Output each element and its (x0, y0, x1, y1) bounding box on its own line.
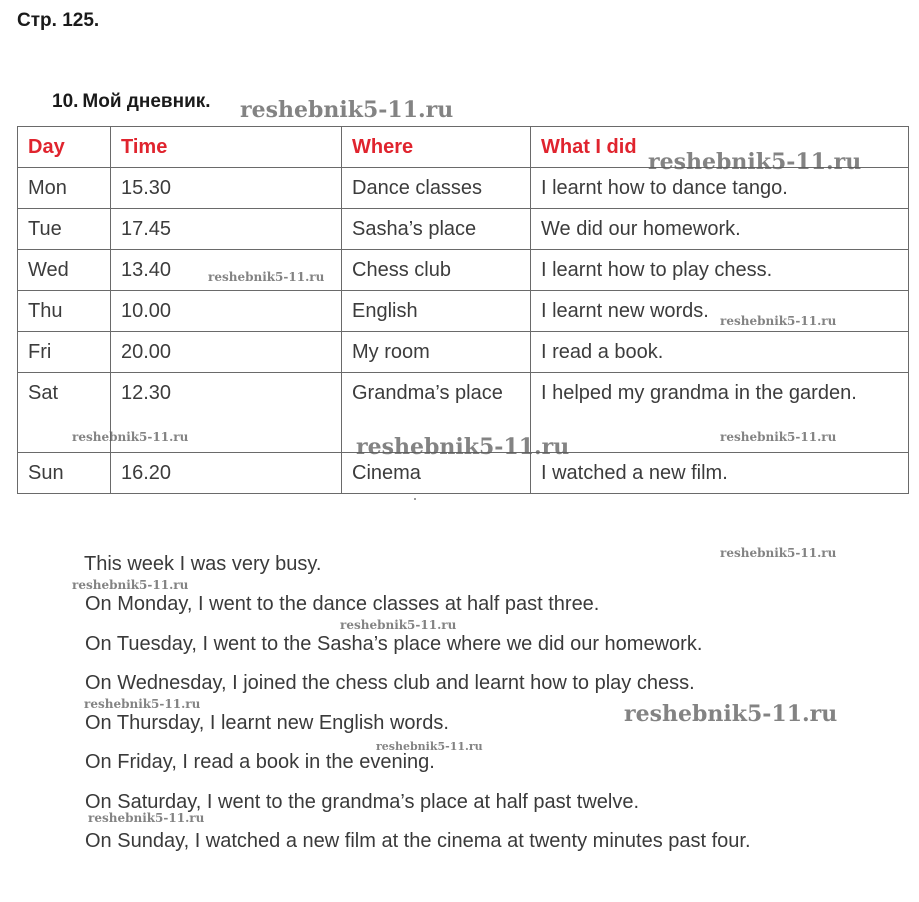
header-what-i-did: What I did (531, 127, 909, 168)
cell-day: Thu (18, 291, 111, 332)
watermark: reshebnik5-11.ru (376, 740, 483, 753)
cell-day: Sun (18, 453, 111, 494)
cell-what: I helped my grandma in the garden. (531, 373, 909, 453)
table-row (18, 209, 909, 250)
cell-where: Chess club (342, 250, 531, 291)
cell-what: We did our homework. (531, 209, 909, 250)
watermark: reshebnik5-11.ru (720, 314, 837, 328)
stray-dot (414, 498, 416, 500)
story-line: This week I was very busy. (84, 553, 322, 575)
story-line: On Wednesday, I joined the chess club and learnt how to play chess. (85, 672, 695, 694)
cell-time: 17.45 (111, 209, 342, 250)
cell-time: 16.20 (111, 453, 342, 494)
cell-where: Dance classes (342, 168, 531, 209)
cell-what: I watched a new film. (531, 453, 909, 494)
header-time: Time (111, 127, 342, 168)
cell-time: 15.30 (111, 168, 342, 209)
cell-what: I learnt how to play chess. (531, 250, 909, 291)
cell-day: Tue (18, 209, 111, 250)
cell-time: 10.00 (111, 291, 342, 332)
watermark: reshebnik5-11.ru (208, 270, 325, 284)
watermark: reshebnik5-11.ru (340, 618, 457, 632)
cell-day: Sat (18, 373, 111, 453)
watermark: reshebnik5-11.ru (84, 697, 201, 711)
story-line: On Monday, I went to the dance classes at half past three. (85, 593, 600, 615)
story-line: On Friday, I read a book in the evening. (85, 751, 435, 773)
table-row (18, 332, 909, 373)
cell-day: Mon (18, 168, 111, 209)
cell-where: Cinema (342, 453, 531, 494)
page-reference: Стр. 125. (17, 10, 100, 31)
cell-time: 20.00 (111, 332, 342, 373)
cell-day: Fri (18, 332, 111, 373)
cell-time: 13.40 (111, 250, 342, 291)
watermark: reshebnik5-11.ru (720, 546, 837, 560)
cell-where: Grandma’s place (342, 373, 531, 453)
cell-where: My room (342, 332, 531, 373)
cell-what: I learnt new words. (531, 291, 909, 332)
task-heading: Мой дневник. (82, 91, 211, 112)
cell-what: I read a book. (531, 332, 909, 373)
header-where: Where (342, 127, 531, 168)
watermark: reshebnik5-11.ru (648, 149, 862, 175)
task-title (52, 91, 211, 113)
cell-where: English (342, 291, 531, 332)
task-number: 10. (52, 91, 79, 112)
story-line: On Saturday, I went to the grandma’s place at half past twelve. (85, 791, 640, 813)
header-day: Day (18, 127, 111, 168)
cell-day: Wed (18, 250, 111, 291)
story-line: On Tuesday, I went to the Sasha’s place where we did our homework. (85, 633, 703, 655)
watermark: reshebnik5-11.ru (240, 97, 454, 123)
cell-time: 12.30 (111, 373, 342, 453)
cell-where: Sasha’s place (342, 209, 531, 250)
watermark: reshebnik5-11.ru (72, 430, 189, 444)
watermark: reshebnik5-11.ru (72, 578, 189, 592)
cell-what: I learnt how to dance tango. (531, 168, 909, 209)
watermark: reshebnik5-11.ru (624, 701, 838, 727)
story-line: On Thursday, I learnt new English words. (85, 712, 449, 734)
watermark: reshebnik5-11.ru (356, 434, 570, 460)
table-row (18, 250, 909, 291)
watermark: reshebnik5-11.ru (88, 811, 205, 825)
watermark: reshebnik5-11.ru (720, 430, 837, 444)
story-line: On Sunday, I watched a new film at the cinema at twenty minutes past four. (85, 830, 751, 852)
